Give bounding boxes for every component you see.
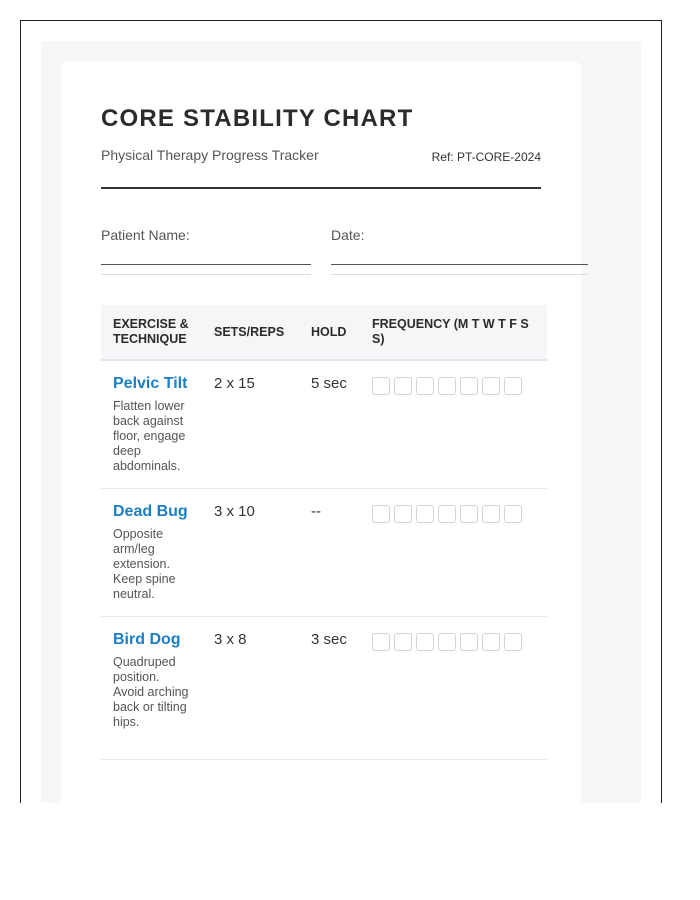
table-row bbox=[101, 617, 547, 760]
day-checkbox[interactable] bbox=[372, 377, 390, 395]
hold-cell bbox=[299, 489, 360, 617]
exercise-name: Pelvic Tilt bbox=[113, 375, 188, 392]
exercise-name: Bird Dog bbox=[113, 631, 181, 648]
sets-reps-value: 2 x 15 bbox=[214, 375, 255, 392]
header-divider bbox=[101, 187, 541, 189]
table-header-row bbox=[101, 305, 547, 360]
column-header-sets-reps: SETS/REPS bbox=[202, 305, 299, 360]
chart-card bbox=[61, 61, 581, 803]
sets-reps-cell bbox=[202, 360, 299, 489]
date-underline bbox=[331, 274, 588, 275]
column-header-hold: HOLD bbox=[299, 305, 360, 360]
sets-reps-value: 3 x 8 bbox=[214, 631, 247, 648]
day-checkbox[interactable] bbox=[416, 377, 434, 395]
exercise-table-wrapper bbox=[101, 305, 547, 760]
day-checkbox[interactable] bbox=[438, 633, 456, 651]
page-frame bbox=[20, 20, 662, 803]
day-checkbox[interactable] bbox=[438, 377, 456, 395]
frequency-checkboxes bbox=[372, 505, 535, 523]
day-checkbox[interactable] bbox=[372, 505, 390, 523]
hold-cell bbox=[299, 617, 360, 760]
frequency-checkboxes bbox=[372, 377, 535, 395]
reference-code: Ref: PT-CORE-2024 bbox=[431, 150, 541, 164]
sets-reps-cell bbox=[202, 617, 299, 760]
exercise-cell bbox=[101, 489, 202, 617]
frequency-checkboxes bbox=[372, 633, 535, 651]
day-checkbox[interactable] bbox=[482, 505, 500, 523]
day-checkbox[interactable] bbox=[372, 633, 390, 651]
page-subtitle: Physical Therapy Progress Tracker bbox=[101, 147, 319, 163]
day-checkbox[interactable] bbox=[504, 633, 522, 651]
patient-name-field[interactable] bbox=[101, 264, 311, 265]
day-checkbox[interactable] bbox=[416, 505, 434, 523]
day-checkbox[interactable] bbox=[394, 377, 412, 395]
frequency-cell bbox=[360, 617, 547, 760]
exercise-cell bbox=[101, 360, 202, 489]
table-row bbox=[101, 489, 547, 617]
day-checkbox[interactable] bbox=[460, 633, 478, 651]
day-checkbox[interactable] bbox=[482, 377, 500, 395]
day-checkbox[interactable] bbox=[460, 505, 478, 523]
sets-reps-value: 3 x 10 bbox=[214, 503, 255, 520]
exercise-name: Dead Bug bbox=[113, 503, 188, 520]
page-title: CORE STABILITY CHART bbox=[101, 105, 414, 132]
frequency-cell bbox=[360, 360, 547, 489]
exercise-cell bbox=[101, 617, 202, 760]
day-checkbox[interactable] bbox=[394, 505, 412, 523]
date-label: Date: bbox=[331, 227, 365, 243]
exercise-description: Quadruped position. Avoid arching back or tilting hips. bbox=[113, 655, 189, 729]
exercise-table bbox=[101, 305, 547, 760]
day-checkbox[interactable] bbox=[504, 505, 522, 523]
day-checkbox[interactable] bbox=[416, 633, 434, 651]
hold-cell bbox=[299, 360, 360, 489]
table-row bbox=[101, 360, 547, 489]
day-checkbox[interactable] bbox=[460, 377, 478, 395]
column-header-exercise: EXERCISE & TECHNIQUE bbox=[101, 305, 202, 360]
patient-name-label: Patient Name: bbox=[101, 227, 190, 243]
frequency-cell bbox=[360, 489, 547, 617]
column-header-frequency: FREQUENCY (M T W T F S S) bbox=[360, 305, 547, 360]
exercise-rows bbox=[101, 360, 547, 760]
day-checkbox[interactable] bbox=[482, 633, 500, 651]
day-checkbox[interactable] bbox=[504, 377, 522, 395]
exercise-description: Flatten lower back against floor, engage deep abdominals. bbox=[113, 399, 186, 473]
day-checkbox[interactable] bbox=[394, 633, 412, 651]
sets-reps-cell bbox=[202, 489, 299, 617]
hold-value: 3 sec bbox=[311, 631, 347, 648]
hold-value: -- bbox=[311, 503, 321, 520]
date-field[interactable] bbox=[331, 264, 588, 265]
day-checkbox[interactable] bbox=[438, 505, 456, 523]
hold-value: 5 sec bbox=[311, 375, 347, 392]
patient-name-underline bbox=[101, 274, 311, 275]
exercise-description: Opposite arm/leg extension. Keep spine neutral. bbox=[113, 527, 176, 601]
